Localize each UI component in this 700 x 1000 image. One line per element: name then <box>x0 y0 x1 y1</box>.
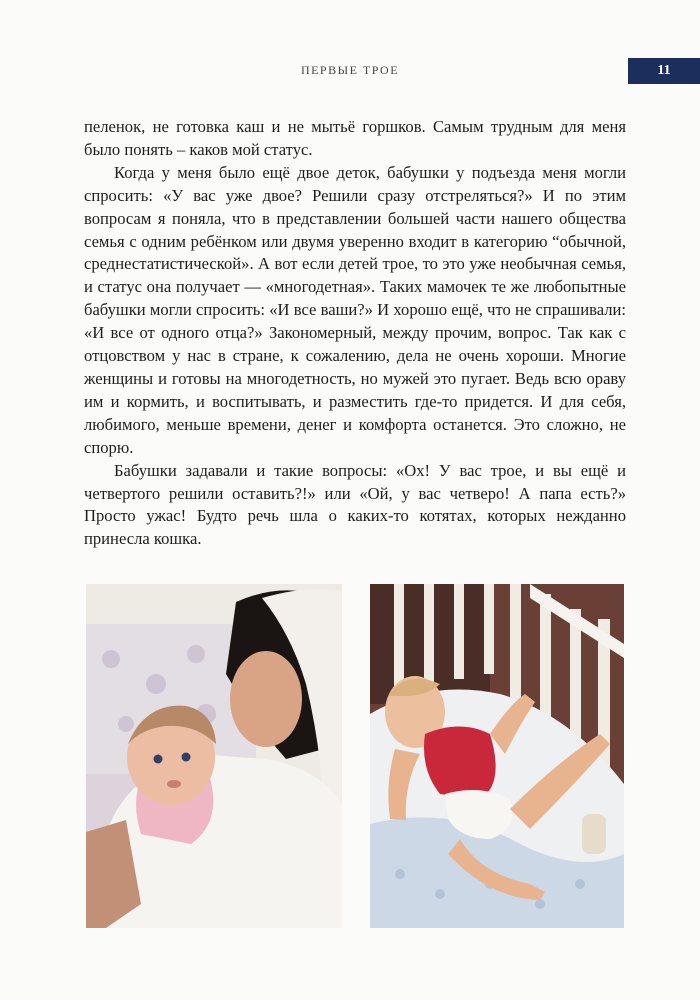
paragraph-1: пеленок, не готовка каш и не мытьё горшков. Самым трудным для меня было понять – каков мой статус. <box>84 117 626 159</box>
page-number: 11 <box>657 63 671 78</box>
photo-mother-with-baby <box>86 584 342 928</box>
body-text <box>84 116 626 551</box>
paragraph-3: Бабушки задавали и такие вопросы: «Ох! У вас трое, и вы ещё и четвертого решили оставить?!» или «Ой, у вас четверо! А папа есть?» Просто ужас! Будто речь шла о каких-то котятах, которых нежданно принесла кошка. <box>84 460 626 549</box>
running-title: ПЕРВЫЕ ТРОЕ <box>300 63 400 77</box>
photo-child-in-crib <box>370 584 624 928</box>
paragraph-2: Когда у меня было ещё двое деток, бабушки у подъезда меня могли спросить: «У вас уже двое? Решили сразу отстреляться?» И по этим вопросам я поняла, что в представлении большей части нашего общества семья с одним ребёнком или двумя уверенно входит в категорию “обычной, среднестатистической». А вот если детей трое, то это уже необычная семья, и статус она получает — «многодетная». Таких мамочек те же любопытные бабушки могли спросить: «И все ваши?» И хорошо ещё, что не спрашивали: «И все от одного отца?» Закономерный, между прочим, вопрос. Так как с отцовством у нас в стране, к сожалению, дела не очень хороши. Многие женщины и готовы на многодетность, но мужей это пугает. Ведь всю ораву им и кормить, и воспитывать, и разместить где-то придется. И для себя, любимого, меньше времени, денег и комфорта останется. Это сложно, не спорю. <box>84 162 626 457</box>
page-number-tab <box>628 58 700 84</box>
